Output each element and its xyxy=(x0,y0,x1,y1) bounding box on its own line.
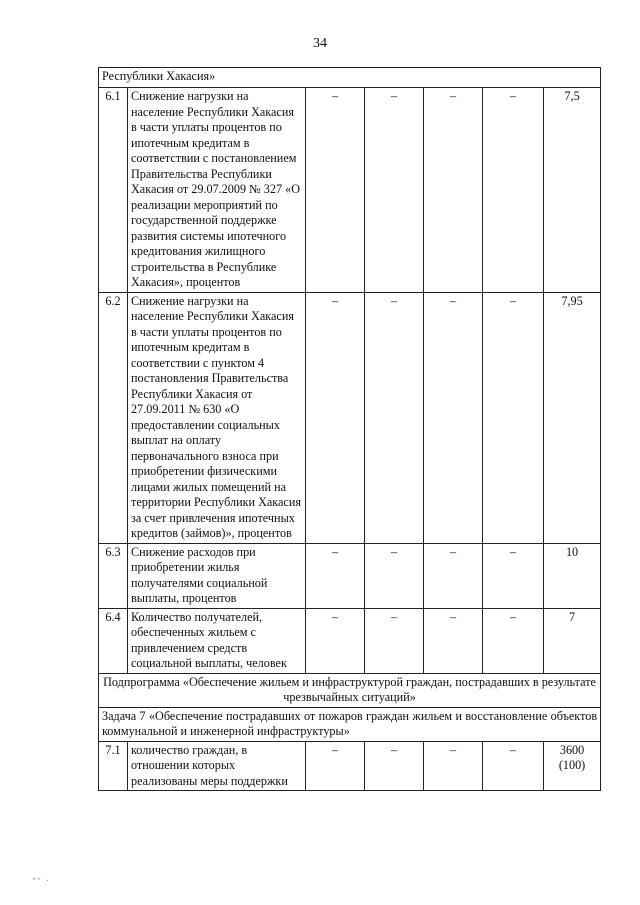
cell-value: – xyxy=(365,608,424,673)
table-row xyxy=(99,741,601,791)
cell-value: – xyxy=(483,608,544,673)
row-number: 6.3 xyxy=(99,543,128,608)
cell-value: – xyxy=(365,543,424,608)
target-value: 7,95 xyxy=(544,292,601,543)
target-value: 7,5 xyxy=(544,88,601,293)
target-value: 7 xyxy=(544,608,601,673)
task-heading: Задача 7 «Обеспечение пострадавших от пожаров граждан жильем и восстановление объектов коммунальной и инженерной инфраструктуры» xyxy=(99,707,601,741)
cell-value: – xyxy=(306,543,365,608)
table-row xyxy=(99,543,601,608)
cell-value: – xyxy=(424,741,483,791)
cell-value: – xyxy=(306,608,365,673)
cell-value: – xyxy=(306,88,365,293)
cell-value: – xyxy=(483,543,544,608)
cell-value: – xyxy=(365,88,424,293)
row-number: 6.1 xyxy=(99,88,128,293)
target-value: 3600 xyxy=(559,742,585,757)
cell-value: – xyxy=(483,88,544,293)
row-description: Снижение нагрузки на население Республики Хакасия в части уплаты процентов по ипотечным кредитам в соответствии с пунктом 4 постановления Правительства Республики Хакасия от 27.09.2011 № 630 «О предоставлении социальных выплат на оплату первоначального взноса при приобретении физическими лицами жилых помещений на территории Республики Хакасия за счет привлечения ипотечных кредитов (займов)», процентов xyxy=(128,292,306,543)
cell-value: – xyxy=(365,741,424,791)
row-description: Снижение нагрузки на население Республики Хакасия в части уплаты процентов по ипотечным кредитам в соответствии с постановлением Правительства Республики Хакасия от 29.07.2009 № 327 «О реализации мероприятий по государственной поддержке развития системы ипотечного кредитования жилищного строительства в Республике Хакасия», процентов xyxy=(128,88,306,293)
continued-row-text: Республики Хакасия» xyxy=(99,68,601,88)
table-row xyxy=(99,608,601,673)
table-row xyxy=(99,707,601,741)
target-value-percent: (100) xyxy=(558,758,586,772)
scan-mark: ᐩᐩ · xyxy=(32,876,51,887)
cell-value: – xyxy=(424,608,483,673)
row-number: 7.1 xyxy=(99,741,128,791)
cell-value: – xyxy=(483,292,544,543)
cell-value: – xyxy=(365,292,424,543)
table-row xyxy=(99,292,601,543)
page-number: 34 xyxy=(313,36,327,51)
cell-value: – xyxy=(424,543,483,608)
table-row xyxy=(99,673,601,707)
row-number: 6.4 xyxy=(99,608,128,673)
cell-value: – xyxy=(483,741,544,791)
row-number: 6.2 xyxy=(99,292,128,543)
indicators-table xyxy=(98,67,601,791)
target-value: 10 xyxy=(544,543,601,608)
cell-value: – xyxy=(424,292,483,543)
table-row xyxy=(99,88,601,293)
cell-value: – xyxy=(306,292,365,543)
row-description: количество граждан, в отношении которых реализованы меры поддержки xyxy=(128,741,306,791)
table-row xyxy=(99,68,601,88)
subprogram-heading: Подпрограмма «Обеспечение жильем и инфраструктурой граждан, пострадавших в результате чрезвычайных ситуаций» xyxy=(99,673,601,707)
row-description: Количество получателей, обеспеченных жильем с привлечением средств социальной выплаты, человек xyxy=(128,608,306,673)
cell-value: – xyxy=(306,741,365,791)
cell-value: – xyxy=(424,88,483,293)
row-description: Снижение расходов при приобретении жилья получателями социальной выплаты, процентов xyxy=(128,543,306,608)
target-value-cell xyxy=(544,741,601,791)
